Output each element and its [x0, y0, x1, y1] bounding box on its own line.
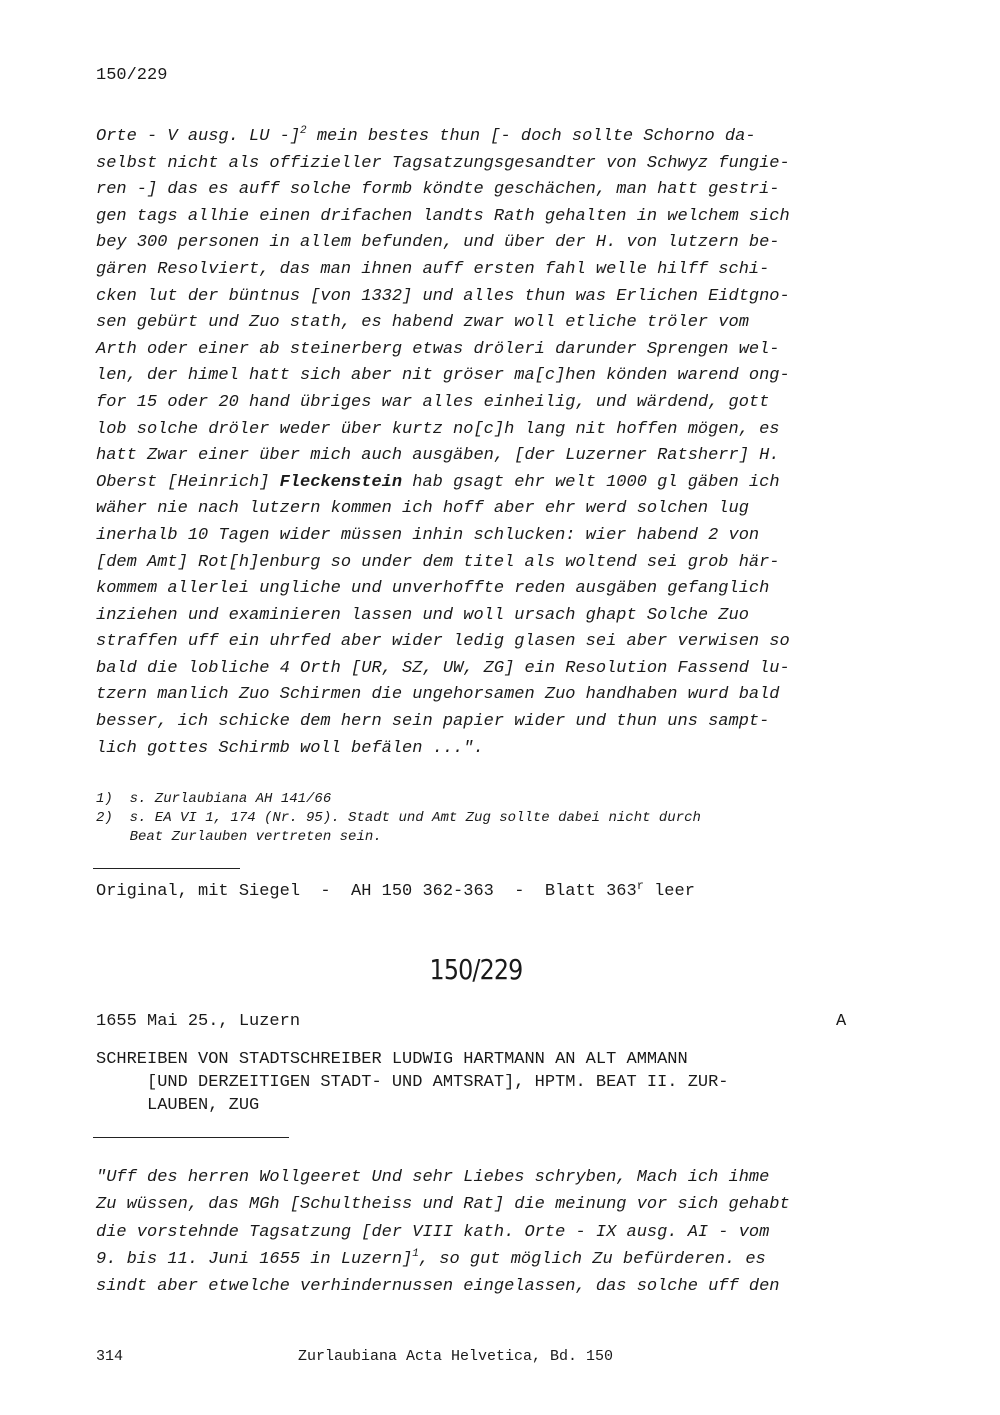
body-line-text: die vorstehnde Tagsatzung [der VIII kath. Orte - IX ausg. AI - vom: [96, 1222, 770, 1242]
footer-page-number: 314: [96, 1348, 124, 1365]
body-line: [96, 709, 790, 736]
footnote-line: Beat Zurlauben vertreten sein.: [96, 829, 382, 845]
body-line-text: "Uff des herren Wollgeeret Und sehr Liebes schryben, Mach ich ihme: [96, 1168, 770, 1187]
body-line: [96, 417, 790, 444]
body-line-text: straffen uff ein uhrfed aber wider ledig glasen sei aber verwisen so: [96, 632, 790, 652]
page-header-doc-number: 150/229: [96, 66, 168, 85]
footnote-line: 1) s. Zurlaubiana AH 141/66: [96, 791, 332, 807]
body-line-text: Zu wüssen, das MGh [Schultheiss und Rat] die meinung vor sich gehabt: [96, 1195, 790, 1215]
body-line: [96, 1164, 790, 1191]
title-line: SCHREIBEN VON STADTSCHREIBER LUDWIG HARTMANN AN ALT AMMANN: [96, 1050, 688, 1069]
body-line-text: lich gottes Schirmb woll befälen ...".: [96, 738, 484, 758]
body-line-text: sen gebürt und Zuo stath, es habend zwar woll etliche tröler vom: [96, 313, 749, 333]
title-separator-rule: [93, 1137, 289, 1138]
body-line: [96, 443, 790, 470]
body-line: [96, 257, 790, 284]
body-line: [96, 177, 790, 204]
body-line: [96, 736, 790, 763]
source-note-superscript: r: [636, 879, 644, 893]
body-line-text: mein bestes thun [- doch sollte Schorno da-: [306, 127, 756, 146]
body-line-text: tzern manlich Zuo Schirmen die ungehorsamen Zuo handhaben wurd bald: [96, 685, 780, 705]
body-line: [96, 523, 790, 550]
body-line: [96, 151, 790, 178]
body-line-text: selbst nicht als offizieller Tagsatzungsgesandter von Schwyz fungie-: [96, 153, 790, 173]
body-line: [96, 1246, 790, 1273]
body-line-text: gären Resolviert, das man ihnen auff ersten fahl welle hilff schi-: [96, 259, 770, 279]
footer-publication: Zurlaubiana Acta Helvetica, Bd. 150: [298, 1348, 614, 1365]
body-line: [96, 682, 790, 709]
source-note: [96, 879, 695, 901]
entry-title: [96, 1048, 729, 1117]
entry-doc-type: A: [836, 1012, 847, 1031]
footnote-separator-rule: [93, 868, 240, 869]
body-line-text: for 15 oder 20 hand übriges war alles einheilig, und wärdend, gott: [96, 392, 770, 412]
body-line-text: lob solche dröler weder über kurtz no[c]h lang nit hoffen mögen, es: [96, 419, 780, 439]
body-line: [96, 1191, 790, 1218]
body-line: [96, 470, 790, 497]
source-note-text: Original, mit Siegel - AH 150 362-363 - Blatt 363: [96, 882, 637, 901]
body-line: [96, 1273, 790, 1300]
footnote-ref: 2: [300, 125, 307, 137]
body-line: [96, 124, 790, 151]
body-line: [96, 656, 790, 683]
body-line: [96, 204, 790, 231]
body-line: [96, 284, 790, 311]
body-line: [96, 363, 790, 390]
title-line: LAUBEN, ZUG: [96, 1096, 260, 1115]
body-line-text: [dem Amt] Rot[h]enburg so under dem titel als woltend sei grob här-: [96, 552, 780, 572]
body-line-text: ren -] das es auff solche formb köndte geschächen, man hatt gestri-: [96, 180, 780, 200]
body-line-text: besser, ich schicke dem hern sein papier wider und thun uns sampt-: [96, 712, 770, 732]
footnote-line: 2) s. EA VI 1, 174 (Nr. 95). Stadt und Amt Zug sollte dabei nicht durch: [96, 810, 701, 826]
body-line-text: Oberst [Heinrich]: [96, 472, 280, 492]
body-line: [96, 390, 790, 417]
body-line-text: wäher nie nach lutzern kommen ich hoff aber ehr werd solchen lug: [96, 499, 749, 519]
body-line-text: inerhalb 10 Tagen wider müssen inhin schlucken: wier habend 2 von: [96, 525, 760, 545]
footnote-ref: 1: [412, 1247, 419, 1260]
body-line-text: bey 300 personen in allem befunden, und über der H. von lutzern be-: [96, 233, 780, 253]
body-line: [96, 1219, 790, 1246]
body-line: [96, 576, 790, 603]
entry-date-place: 1655 Mai 25., Luzern: [96, 1012, 301, 1031]
body-line: [96, 337, 790, 364]
body-line: [96, 603, 790, 630]
body-line: [96, 496, 790, 523]
title-line: [UND DERZEITIGEN STADT- UND AMTSRAT], HPTM. BEAT II. ZUR-: [96, 1073, 729, 1092]
body-line-text: inziehen und examinieren lassen und woll ursach ghapt Solche Zuo: [96, 605, 749, 625]
body-line: [96, 310, 790, 337]
body-line-text: Arth oder einer ab steinerberg etwas dröleri darunder Sprengen wel-: [96, 339, 780, 359]
letter-body-continued: [96, 124, 790, 762]
body-line: [96, 629, 790, 656]
body-line-text: len, der himel hatt sich aber nit gröser ma[c]hen könden warend ong-: [96, 366, 790, 386]
entry-number-heading: 150/229: [429, 953, 523, 986]
body-line: [96, 230, 790, 257]
source-note-tail: leer: [643, 882, 695, 901]
body-line-text: cken lut der büntnus [von 1332] und alles thun was Erlichen Eidtgno-: [96, 286, 790, 306]
body-line-text: kommem allerlei ungliche und unverhoffte reden ausgäben gefanglich: [96, 579, 770, 599]
body-line-text: gen tags allhie einen drifachen landts Rath gehalten in welchem sich: [96, 206, 790, 226]
entry-body: [96, 1164, 790, 1300]
body-line-text: hatt Zwar einer über mich auch ausgäben, [der Luzerner Ratsherr] H.: [96, 446, 780, 466]
body-line-text: sindt aber etwelche verhindernussen eingelassen, das solche uff den: [96, 1277, 780, 1297]
body-line-text: 9. bis 11. Juni 1655 in Luzern]: [96, 1249, 413, 1269]
bold-name: Fleckenstein: [279, 472, 403, 492]
body-line-text: bald die lobliche 4 Orth [UR, SZ, UW, ZG] ein Resolution Fassend lu-: [96, 658, 790, 678]
body-line-text: , so gut möglich Zu befürderen. es: [418, 1249, 766, 1269]
body-line: [96, 550, 790, 577]
body-line-text: Orte - V ausg. LU -]: [96, 127, 301, 146]
footnotes: [96, 790, 701, 847]
body-line-text: hab gsagt ehr welt 1000 gl gäben ich: [402, 472, 780, 492]
